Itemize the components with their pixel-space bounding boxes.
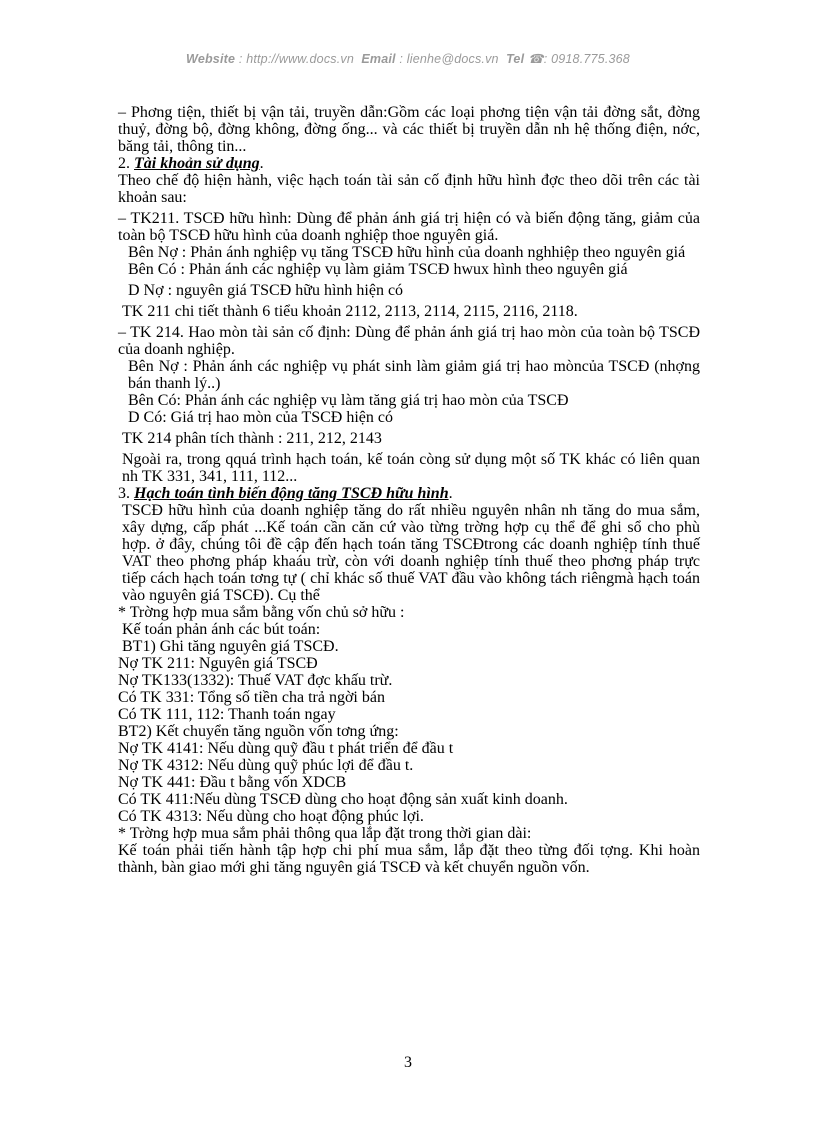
section-3-number: 3. (118, 485, 130, 502)
entry-line: Nợ TK 441: Đầu t bằng vốn XDCB (118, 774, 347, 791)
tel-value: : 0918.775.368 (543, 52, 630, 66)
paragraph-tk211-detail: TK 211 chi tiết thành 6 tiểu khoản 2112, 2113, 2114, 2115, 2116, 2118. (122, 303, 578, 320)
entry-bt2: BT2) Kết chuyển tăng nguồn vốn tơng ứng: (118, 723, 399, 740)
paragraph-transport: – Phơng tiện, thiết bị vận tải, truyền dẫn:Gồm các loại phơng tiện vận tải đờng sắt, đờng thuỷ, đờng bộ, đờng không, đờng ống... và các thiết bị truyền dẫn nh hệ thống điện, nớc, băng tải, thông tin... (118, 104, 700, 155)
entry-line: Có TK 4313: Nếu dùng cho hoạt động phúc lợi. (118, 808, 424, 825)
email-label: Email (361, 52, 396, 66)
paragraph-tk214-credit: Bên Có: Phản ánh các nghiệp vụ làm tăng giá trị hao mòn của TSCĐ (128, 392, 569, 409)
entry-line: Có TK 411:Nếu dùng TSCĐ dùng cho hoạt động sản xuất kinh doanh. (118, 791, 568, 808)
paragraph-installation: Kế toán phải tiến hành tập hợp chi phí mua sắm, lắp đặt theo từng đối tợng. Khi hoàn thành, bàn giao mới ghi tăng nguyên giá TSCĐ và kết chuyển nguồn vốn. (118, 842, 700, 876)
case-installation: * Trờng hợp mua sắm phải thông qua lắp đặt trong thời gian dài: (118, 825, 532, 842)
paragraph-tk214-detail: TK 214 phân tích thành : 211, 212, 2143 (122, 430, 382, 447)
case-own-capital: * Trờng hợp mua sắm bằng vốn chủ sở hữu : (118, 604, 405, 621)
paragraph-tk211: – TK211. TSCĐ hữu hình: Dùng để phản ánh giá trị hiện có và biến động tăng, giảm của toàn bộ TSCĐ hữu hình của doanh nghiệp thoe nguyên giá. (118, 210, 700, 244)
entry-line: Nợ TK 4312: Nếu dùng quỹ phúc lợi để đầu t. (118, 757, 414, 774)
entry-line: Nợ TK133(1332): Thuế VAT đợc khấu trừ. (118, 672, 393, 689)
section-2-end: . (259, 155, 264, 172)
entry-line: Nợ TK 4141: Nếu dùng quỹ đầu t phát triển để đầu t (118, 740, 454, 757)
entry-bt1: BT1) Ghi tăng nguyên giá TSCĐ. (122, 638, 339, 655)
entry-line: Có TK 331: Tổng số tiền cha trả ngời bán (118, 689, 385, 706)
section-2-number: 2. (118, 155, 130, 172)
entry-line: Nợ TK 211: Nguyên giá TSCĐ (118, 655, 318, 672)
document-body (118, 104, 700, 876)
entry-line: Có TK 111, 112: Thanh toán ngay (118, 706, 336, 723)
email-value: : lienhe@docs.vn (399, 52, 499, 66)
section-2-heading (118, 155, 700, 172)
paragraph-tk214-balance: D Có: Giá trị hao mòn của TSCĐ hiện có (128, 409, 393, 426)
paragraph-tk214-debit: Bên Nợ : Phản ánh các nghiệp vụ phát sinh làm giảm giá trị hao mòncủa TSCĐ (nhợng bán thanh lý..) (128, 358, 700, 392)
section-2-title: Tài khoản sử dụng (134, 155, 260, 172)
tel-label: Tel (506, 52, 525, 66)
section-3-end: . (448, 485, 453, 502)
phone-icon: ☎ (527, 52, 544, 66)
section-3-heading (118, 485, 700, 502)
page-number: 3 (404, 1054, 412, 1071)
paragraph-tk214: – TK 214. Hao mòn tài sản cố định: Dùng để phản ánh giá trị hao mòn của toàn bộ TSCĐ của doanh nghiệp. (118, 324, 700, 358)
website-value: : http://www.docs.vn (238, 52, 355, 66)
paragraph-tk211-credit: Bên Có : Phản ánh các nghiệp vụ làm giảm TSCĐ hwux hình theo nguyên giá (128, 261, 628, 278)
entries-intro: Kế toán phản ánh các bút toán: (122, 621, 321, 638)
paragraph-other-accounts: Ngoài ra, trong qquá trình hạch toán, kế toán còng sử dụng một số TK khác có liên quan nh TK 331, 341, 111, 112... (122, 451, 700, 485)
page-header (0, 51, 816, 66)
paragraph-increase-causes: TSCĐ hữu hình của doanh nghiệp tăng do rất nhiều nguyên nhân nh tăng do mua sắm, xây dựng, cấp phát ...Kế toán cần căn cứ vào từng trờng hợp cụ thể để ghi sổ cho phù hợp. ở đây, chúng tôi đề cập đến hạch toán tăng TSCĐtrong các doanh nghiệp tính thuế VAT theo phơng pháp khaáu trừ, còn với doanh nghiệp tính thuế theo phơng pháp trực tiếp cách hạch toán tơng tự ( chỉ khác số thuế VAT đầu vào không tách riêngmà hạch toán vào nguyên giá TSCĐ). Cụ thể (122, 502, 700, 604)
paragraph-tk211-debit: Bên Nợ : Phản ánh nghiệp vụ tăng TSCĐ hữu hình của doanh nghhiệp theo nguyên giá (128, 244, 686, 261)
website-label: Website (186, 52, 236, 66)
paragraph-tk211-balance: D Nợ : nguyên giá TSCĐ hữu hình hiện có (128, 282, 404, 299)
section-3-title: Hạch toán tình biến động tăng TSCĐ hữu hình (134, 485, 449, 502)
paragraph-intro-accounts: Theo chế độ hiện hành, việc hạch toán tài sản cố định hữu hình đợc theo dõi trên các tài khoản sau: (118, 172, 700, 206)
